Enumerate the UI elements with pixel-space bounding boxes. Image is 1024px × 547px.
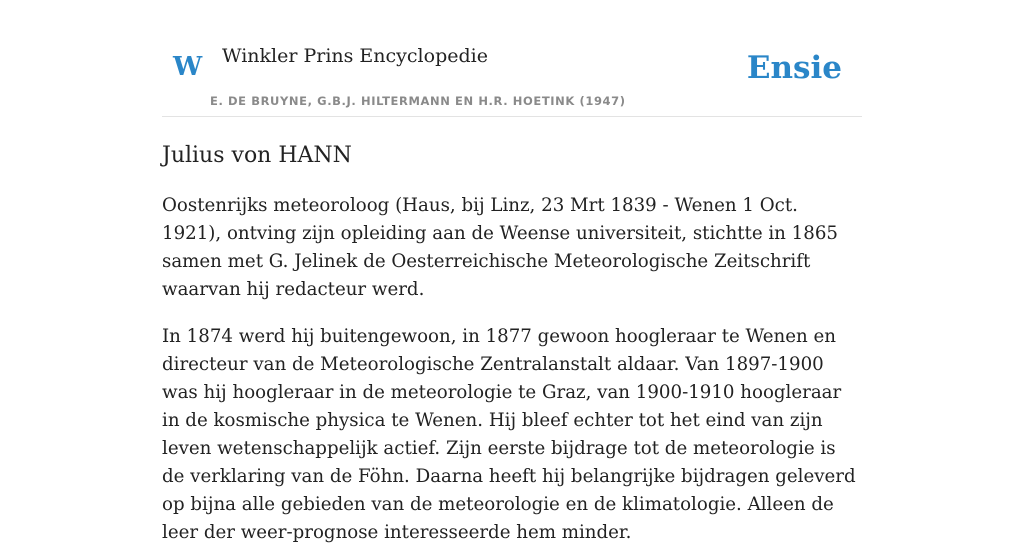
publication-logo[interactable]: W	[173, 52, 203, 82]
article-paragraph-1: Oostenrijks meteoroloog (Haus, bij Linz, 23 Mrt 1839 - Wenen 1 Oct. 1921), ontving zijn opleiding aan de Weense universiteit, stichtte in 1865 samen met G. Jelinek de Oesterreichische Meteorologische Zeitschrift waarvan hij redacteur werd.	[162, 195, 838, 300]
content-container	[162, 0, 862, 547]
brand-logo[interactable]: Ensie	[746, 50, 842, 86]
publication-authors: E. DE BRUYNE, G.B.J. HILTERMANN EN H.R. HOETINK (1947)	[210, 94, 626, 108]
publication-title[interactable]: Winkler Prins Encyclopedie	[222, 45, 488, 67]
header	[162, 0, 862, 117]
article-title: Julius von HANN	[162, 143, 352, 168]
article-paragraph-2: In 1874 werd hij buitengewoon, in 1877 gewoon hoogleraar te Wenen en directeur van de Meteorologische Zentralanstalt aldaar. Van 1897-1900 was hij hoogleraar in de meteorologie te Graz, van 1900-1910 hoogleraar in de kosmische physica te Wenen. Hij bleef echter tot het eind van zijn leven wetenschappelijk actief. Zijn eerste bijdrage tot de meteorologie is de verklaring van de Föhn. Daarna heeft hij belangrijke bijdragen geleverd op bijna alle gebieden van de meteorologie en de klimatologie. Alleen de leer der weer-prognose interesseerde hem minder.	[162, 326, 856, 543]
